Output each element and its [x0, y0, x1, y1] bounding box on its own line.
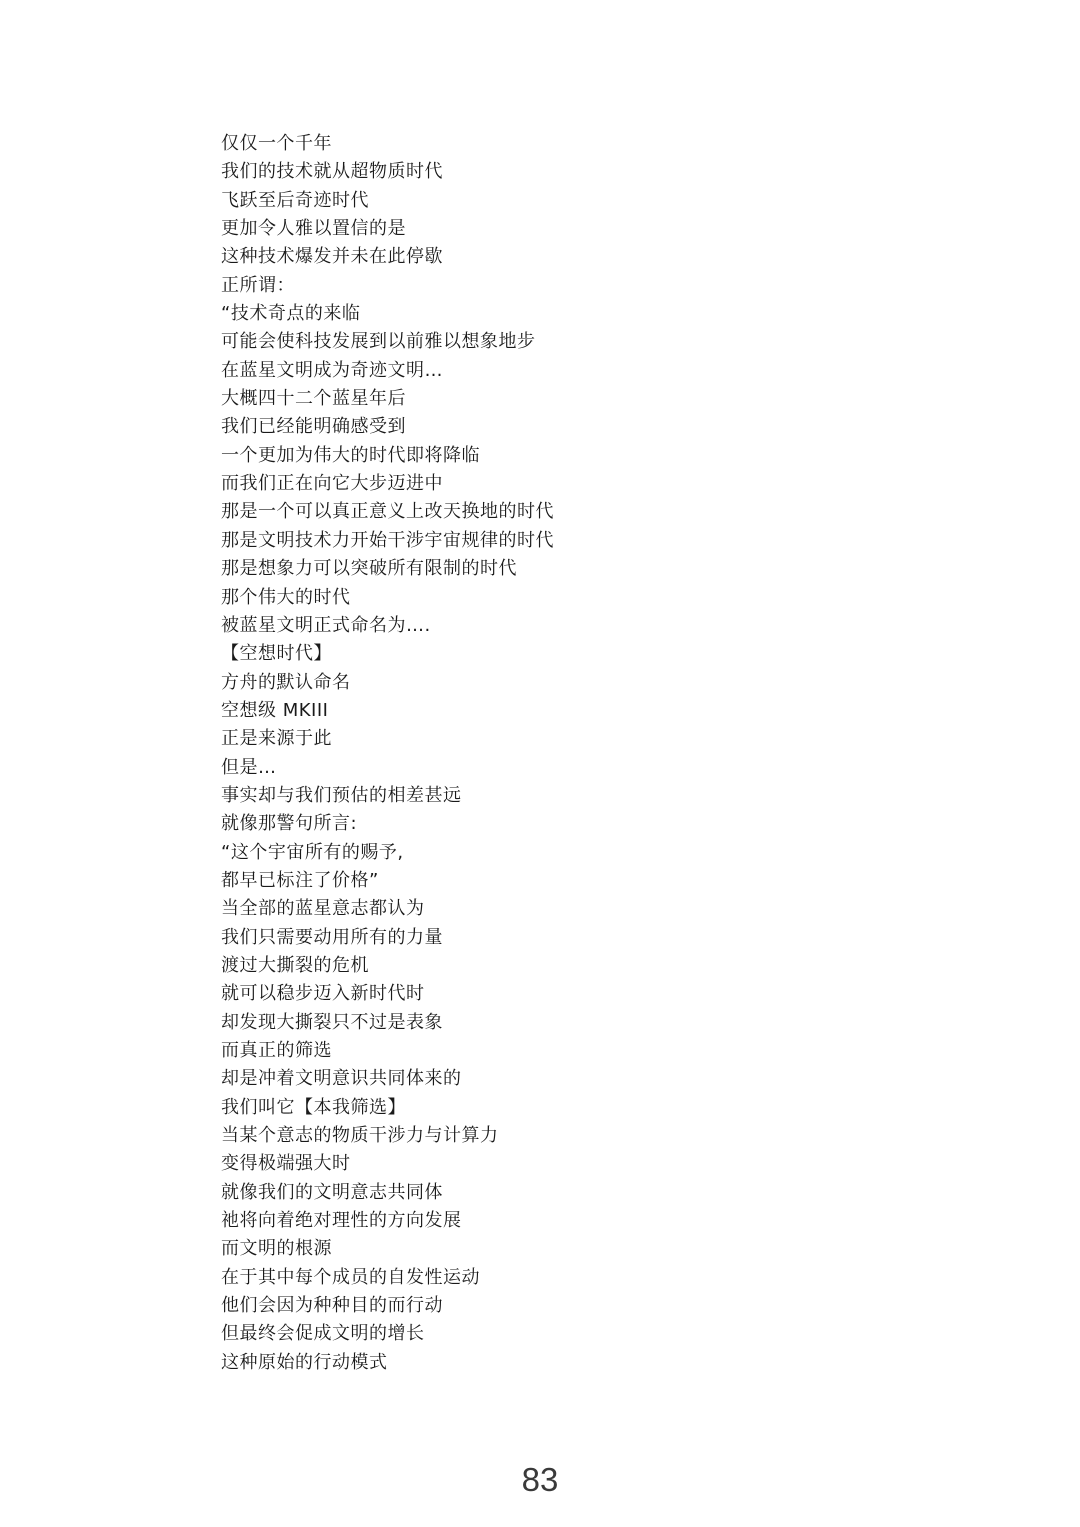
- text-line: 那个伟大的时代: [221, 586, 351, 608]
- text-line: 在于其中每个成员的自发性运动: [221, 1266, 480, 1288]
- page-number: 83: [521, 1461, 559, 1498]
- text-line: 那是文明技术力开始干涉宇宙规律的时代: [221, 529, 554, 551]
- text-line: 仅仅一个千年: [221, 133, 332, 154]
- text-line: 就可以稳步迈入新时代时: [221, 983, 425, 1005]
- text-line: 那是一个可以真正意义上改天换地的时代: [221, 501, 554, 523]
- text-line: 都早已标注了价格”: [221, 869, 379, 891]
- text-line: 那是想象力可以突破所有限制的时代: [221, 558, 517, 580]
- text-line: 飞跃至后奇迹时代: [221, 189, 369, 211]
- text-line: 我们已经能明确感受到: [221, 416, 406, 438]
- text-line: 祂将向着绝对理性的方向发展: [221, 1210, 462, 1232]
- text-line: 【空想时代】: [221, 643, 332, 665]
- text-line: 可能会使科技发展到以前雅以想象地步: [221, 331, 536, 353]
- text-line: 当全部的蓝星意志都认为: [221, 898, 425, 920]
- text-line: 就像我们的文明意志共同体: [221, 1181, 443, 1203]
- text-line: “技术奇点的来临: [221, 303, 361, 325]
- text-line: 而文明的根源: [221, 1238, 332, 1260]
- text-line: 他们会因为种种目的而行动: [221, 1295, 443, 1317]
- text-line: 这种原始的行动模式: [221, 1351, 388, 1373]
- text-line: 正所谓：: [221, 274, 295, 296]
- text-line: 我们叫它【本我筛选】: [221, 1096, 406, 1118]
- text-line: 却发现大撕裂只不过是表象: [221, 1011, 443, 1033]
- text-line: 大概四十二个蓝星年后: [221, 388, 406, 410]
- text-line: 这种技术爆发并未在此停歇: [221, 246, 443, 268]
- poem-text-block: [221, 130, 861, 1377]
- text-line: 被蓝星文明正式命名为….: [221, 614, 431, 636]
- text-line: 但是…: [221, 756, 277, 778]
- text-line: 我们的技术就从超物质时代: [221, 161, 443, 183]
- text-line: 但最终会促成文明的增长: [221, 1323, 425, 1345]
- text-line: 正是来源于此: [221, 728, 332, 750]
- text-line: 当某个意志的物质干涉力与计算力: [221, 1125, 499, 1147]
- text-line: 空想级 MKIII: [221, 699, 329, 721]
- text-line: 渡过大撕裂的危机: [221, 954, 369, 976]
- text-line: 我们只需要动用所有的力量: [221, 926, 443, 948]
- text-line: 在蓝星文明成为奇迹文明…: [221, 359, 443, 381]
- text-line: 而真正的筛选: [221, 1040, 332, 1061]
- text-line: 而我们正在向它大步迈进中: [221, 473, 443, 495]
- text-line: 却是冲着文明意识共同体来的: [221, 1068, 462, 1090]
- text-line: 就像那警句所言:: [221, 813, 358, 835]
- text-line: 更加令人雅以置信的是: [221, 218, 406, 240]
- text-line: 变得极端强大时: [221, 1153, 351, 1175]
- text-line: 方舟的默认命名: [221, 671, 351, 693]
- text-line: 事实却与我们预估的相差甚远: [221, 784, 462, 806]
- text-line: “这个宇宙所有的赐予,: [221, 841, 404, 863]
- text-line: 一个更加为伟大的时代即将降临: [221, 444, 480, 466]
